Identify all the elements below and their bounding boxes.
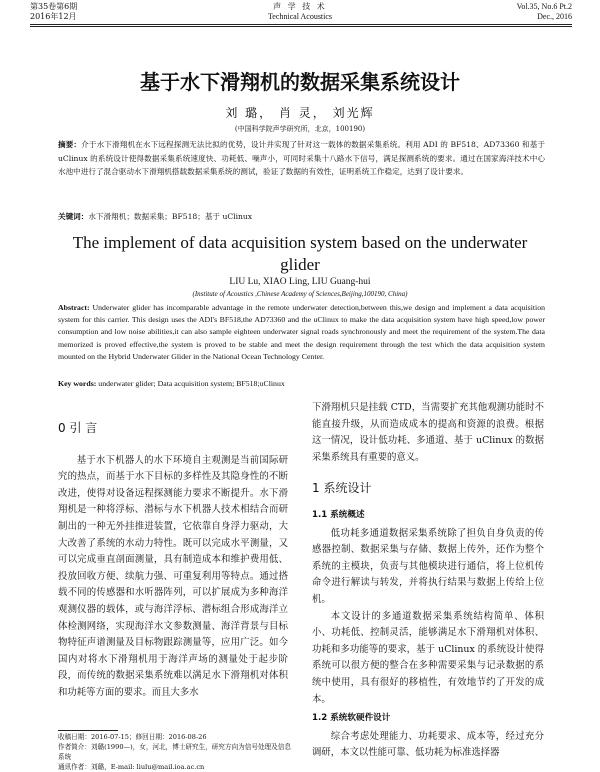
header-divider — [30, 24, 572, 25]
keywords-zh — [58, 210, 545, 224]
affiliation-en: (Institute of Acoustics ,Chinese Academy of Sciences,Beijing,100190, China) — [192, 290, 408, 298]
header-volume-en: Vol.35, No.6 Pt.2 — [516, 2, 572, 11]
right-column — [312, 400, 544, 762]
header-journal-en: Technical Acoustics — [267, 12, 333, 21]
header-divider-2 — [30, 26, 572, 27]
keywords-en-label: Key words: — [58, 379, 97, 388]
header-journal-zh: 声 学 技 术 — [273, 2, 327, 11]
left-column — [58, 400, 288, 702]
subsection-1-2-title: 1.2 系统软硬件设计 — [312, 713, 391, 724]
overview-paragraph-1: 低功耗多通道数据采集系统除了担负自身负责的传感器控制、数据采集与存储、数据上传外，还作为整个系统的主模块，负责与其他模块进行通信，将上位机传命令进行解读与转发，并将执行结果与数据上传给上位机。 — [312, 527, 544, 605]
keywords-en — [58, 378, 545, 390]
header-volume: 第35卷第6期 — [30, 2, 78, 11]
abstract-zh-text: 介于水下滑翔机在水下远程探测无法比拟的优势，设计并实现了针对这一载体的数据采集系统。利用 ADI 的 BF518、AD73360 和基于 uClinux 的系统设计使得数据采集系统速度快、功耗低、噪声小，可同时采集十八路水下信号，满足探测系统的要求。通过在国家海洋技术中心水池中进行了混合驱动水下滑翔机搭载数据采集系统的测试，验证了数据的有效性，证明系统工作稳定，达到了设计要求。 — [58, 140, 546, 176]
abstract-en-label: Abstract: — [58, 303, 90, 312]
footnote — [58, 732, 293, 772]
journal-name — [200, 2, 400, 22]
authors-en: LIU Lu, XIAO Ling, LIU Guang-hui — [229, 277, 371, 287]
paper-title-zh: 基于水下滑翔机的数据采集系统设计 — [140, 70, 460, 94]
footnote-corresponding: 通讯作者：刘璐，E-mail: liulu@mail.ioa.ac.cn — [58, 763, 205, 771]
section-0-title: 0 引 言 — [58, 421, 98, 435]
abstract-en-text: Underwater glider has incomparable advantage in the remote underwater detection,between this,we design and implement a data acquisition system for this carrier. This design uses the ADI's BF518,the AD73360 and the uClinux to make the data acquisition system have high speed,low power consumption and low noise abilities,it can also sample eighteen underwater signal roads synchronously and meet the requirement of the system.The data memorized is proved effective,the system is proved to be stable and meet the design requirement through the test which the data acquisition system mounted on the Hybrid Underwater Glider in the National Ocean Technology Center. — [58, 303, 545, 361]
intro-paragraph-cont: 下滑翔机只是挂载 CTD，当需要扩充其他观测功能时不能直接升级，从而造成成本的提高和资源的浪费。根据这一情况，设计低功耗、多通道、基于 uClinux 的数据采集系统具有重要的意义。 — [312, 402, 544, 463]
overview-paragraph-2: 本文设计的多通道数据采集系统结构简单、体积小、功耗低、控制灵活，能够满足水下滑翔机对体积、功耗和多功能等的要求，基于 uClinux 的系统设计使得系统可以很方便的整合在多种需要采集与记录数据的系统中使用，具有很好的移植性，有效地节约了开发的成本。 — [312, 610, 544, 705]
authors-zh: 刘 璐， 肖 灵， 刘光辉 — [225, 106, 375, 120]
keywords-zh-label: 关键词： — [58, 212, 89, 221]
footnote-received: 收稿日期：2016-07-15；修回日期：2016-08-26 — [58, 733, 207, 741]
intro-paragraph: 基于水下机器人的水下环境自主观测是当前国际研究的热点，而基于水下目标的多样性及其隐身性的不断改进，使得对设备远程探测能力要求不断提升。水下滑翔机是一种将浮标、潜标与水下机器人技术相结合而研制出的一种无外挂推进装置，它依靠自身浮力驱动，大大改善了系统的水动力特性。既可以完成水平测量，又可以完成垂直剖面测量，具有制造成本和维护费用低、投放回收方便、续航力强、可重复利用等特点。通过搭载不同的传感器和水听器阵列，可以扩展成为多种海洋观测仪器的载体，或与海洋浮标、潜标组合形成海洋立体检测网络，实现海洋水文参数测量、海洋背景与目标物特征声谱测量及目标物跟踪测量等，应用广泛。如今国内对将水下滑翔机用于海洋声场的测量处于起步阶段，而传统的数据采集系统难以满足水下滑翔机对体积和功耗等方面的要求。而且大多水 — [58, 454, 288, 698]
footnote-divider — [58, 730, 118, 731]
footnote-author: 作者简介：刘璐(1990—)，女，河北，博士研究生，研究方向为信号处理及信息系统 — [58, 743, 291, 761]
affiliation-zh: (中国科学院声学研究所，北京，100190) — [234, 125, 366, 133]
paper-title-en: The implement of data acquisition system based on the underwater glider — [72, 233, 528, 274]
hw-sw-paragraph: 综合考虑处理能力、功耗要求、成本等，经过充分调研，本文以性能可靠、低功耗为标准选择器 — [312, 730, 544, 759]
section-1-title: 1 系统设计 — [312, 481, 372, 496]
journal-issue-info — [517, 2, 572, 22]
journal-volume-info — [30, 2, 77, 22]
keywords-en-text: underwater glider; Data acquisition system; BF518;uClinux — [98, 379, 285, 388]
header-date: 2016年12月 — [30, 12, 77, 21]
abstract-en — [58, 302, 545, 363]
subsection-1-1-title: 1.1 系统概述 — [312, 509, 365, 520]
abstract-zh-label: 摘要： — [58, 140, 82, 149]
header-date-en: Dec., 2016 — [537, 12, 572, 21]
keywords-zh-text: 水下滑翔机；数据采集；BF518；基于 uClinux — [88, 212, 253, 221]
abstract-zh — [58, 138, 545, 179]
